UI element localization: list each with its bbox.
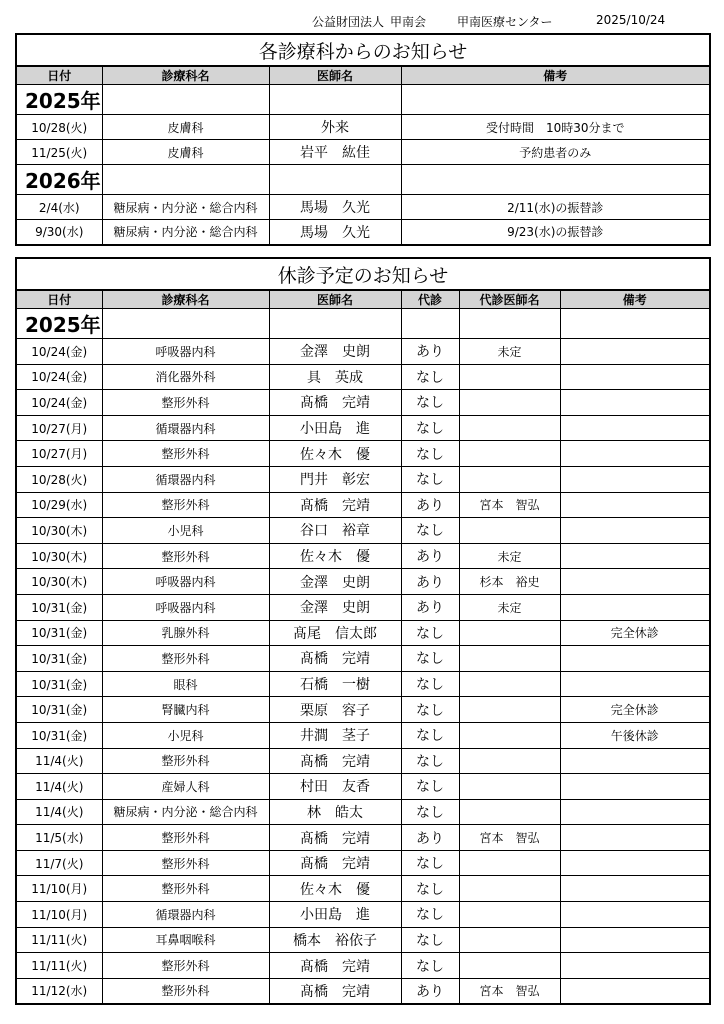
- col-substitute: 代診: [401, 290, 459, 309]
- note-cell: [560, 364, 710, 390]
- table-row: [16, 799, 710, 825]
- doctor-cell: 林 皓太: [269, 799, 401, 825]
- substitute-doctor-cell: [459, 671, 560, 697]
- doctor-cell: 井澗 茎子: [269, 722, 401, 748]
- note-cell: 午後休診: [560, 722, 710, 748]
- empty-cell: [102, 165, 269, 195]
- date-cell: 11/12(水): [16, 978, 102, 1004]
- table-row: [16, 195, 710, 220]
- doctor-cell: 髙橋 完靖: [269, 646, 401, 672]
- empty-cell: [269, 309, 401, 339]
- dept-cell: 小児科: [102, 722, 269, 748]
- substitute-cell: なし: [401, 748, 459, 774]
- table-row: [16, 140, 710, 165]
- dept-cell: 糖尿病・内分泌・総合内科: [102, 195, 269, 220]
- substitute-doctor-cell: [459, 722, 560, 748]
- date-cell: 11/10(月): [16, 876, 102, 902]
- date-cell: 10/24(金): [16, 339, 102, 365]
- substitute-cell: なし: [401, 850, 459, 876]
- doctor-cell: 髙橋 完靖: [269, 492, 401, 518]
- year-label: 2025年: [16, 85, 102, 115]
- note-cell: [560, 415, 710, 441]
- dept-cell: 呼吸器内科: [102, 339, 269, 365]
- note-cell: [560, 774, 710, 800]
- dept-cell: 整形外科: [102, 390, 269, 416]
- table-row: [16, 748, 710, 774]
- empty-cell: [560, 309, 710, 339]
- table-row: [16, 774, 710, 800]
- table-row: [16, 364, 710, 390]
- note-cell: [560, 953, 710, 979]
- substitute-doctor-cell: [459, 646, 560, 672]
- date-cell: 11/10(月): [16, 902, 102, 928]
- substitute-doctor-cell: [459, 927, 560, 953]
- doctor-cell: 谷口 裕章: [269, 518, 401, 544]
- substitute-cell: なし: [401, 671, 459, 697]
- note-cell: [560, 978, 710, 1004]
- date-cell: 11/11(火): [16, 953, 102, 979]
- note-cell: 2/11(水)の振替診: [401, 195, 710, 220]
- doctor-cell: 佐々木 優: [269, 876, 401, 902]
- doctor-cell: 岩平 紘佳: [269, 140, 401, 165]
- dept-cell: 整形外科: [102, 953, 269, 979]
- table-row: [16, 671, 710, 697]
- substitute-cell: あり: [401, 339, 459, 365]
- empty-cell: [401, 165, 710, 195]
- substitute-doctor-cell: [459, 697, 560, 723]
- note-cell: 予約患者のみ: [401, 140, 710, 165]
- date-cell: 11/25(火): [16, 140, 102, 165]
- date-cell: 11/4(火): [16, 748, 102, 774]
- table-row: [16, 876, 710, 902]
- col-date: 日付: [16, 66, 102, 85]
- note-cell: [560, 799, 710, 825]
- dept-cell: 整形外科: [102, 825, 269, 851]
- date-cell: 11/11(火): [16, 927, 102, 953]
- table-row: [16, 697, 710, 723]
- table-row: [16, 594, 710, 620]
- substitute-doctor-cell: [459, 364, 560, 390]
- substitute-cell: なし: [401, 646, 459, 672]
- substitute-cell: あり: [401, 825, 459, 851]
- substitute-doctor-cell: [459, 441, 560, 467]
- substitute-doctor-cell: 宮本 智弘: [459, 492, 560, 518]
- year-row: [16, 85, 710, 115]
- col-doctor: 医師名: [269, 66, 401, 85]
- substitute-cell: なし: [401, 927, 459, 953]
- dept-cell: 呼吸器内科: [102, 594, 269, 620]
- substitute-cell: なし: [401, 953, 459, 979]
- date-cell: 10/31(金): [16, 646, 102, 672]
- substitute-cell: あり: [401, 594, 459, 620]
- substitute-cell: なし: [401, 441, 459, 467]
- substitute-doctor-cell: 宮本 智弘: [459, 825, 560, 851]
- date-cell: 10/30(木): [16, 543, 102, 569]
- date-cell: 11/4(火): [16, 774, 102, 800]
- date-cell: 10/24(金): [16, 390, 102, 416]
- note-cell: [560, 902, 710, 928]
- table-row: [16, 978, 710, 1004]
- date-cell: 10/28(火): [16, 466, 102, 492]
- note-cell: [560, 543, 710, 569]
- doctor-cell: 小田島 進: [269, 415, 401, 441]
- substitute-cell: なし: [401, 390, 459, 416]
- table-row: [16, 850, 710, 876]
- empty-cell: [459, 309, 560, 339]
- table-row: [16, 569, 710, 595]
- date-cell: 10/28(火): [16, 115, 102, 140]
- table-row: [16, 390, 710, 416]
- doctor-cell: 栗原 容子: [269, 697, 401, 723]
- table-row: [16, 492, 710, 518]
- note-cell: [560, 390, 710, 416]
- table-row: [16, 953, 710, 979]
- col-dept: 診療科名: [102, 290, 269, 309]
- doctor-cell: 髙橋 完靖: [269, 953, 401, 979]
- doctor-cell: 髙橋 完靖: [269, 978, 401, 1004]
- dept-cell: 整形外科: [102, 978, 269, 1004]
- note-cell: [560, 466, 710, 492]
- note-cell: [560, 594, 710, 620]
- doctor-cell: 髙橋 完靖: [269, 850, 401, 876]
- note-cell: [560, 569, 710, 595]
- note-cell: [560, 518, 710, 544]
- table-row: [16, 646, 710, 672]
- dept-cell: 乳腺外科: [102, 620, 269, 646]
- date-cell: 10/31(金): [16, 620, 102, 646]
- date-cell: 10/31(金): [16, 671, 102, 697]
- dept-cell: 腎臓内科: [102, 697, 269, 723]
- empty-cell: [102, 85, 269, 115]
- note-cell: [560, 339, 710, 365]
- date-cell: 11/5(水): [16, 825, 102, 851]
- empty-cell: [401, 309, 459, 339]
- substitute-doctor-cell: [459, 748, 560, 774]
- table-row: [16, 415, 710, 441]
- table-row: [16, 543, 710, 569]
- empty-cell: [401, 85, 710, 115]
- closures-table: [15, 257, 711, 1005]
- dept-cell: 産婦人科: [102, 774, 269, 800]
- doctor-cell: 髙尾 信太郎: [269, 620, 401, 646]
- note-cell: 受付時間 10時30分まで: [401, 115, 710, 140]
- date-cell: 10/29(水): [16, 492, 102, 518]
- date-cell: 10/30(木): [16, 569, 102, 595]
- table-row: [16, 115, 710, 140]
- doctor-cell: 馬場 久光: [269, 220, 401, 245]
- dept-cell: 耳鼻咽喉科: [102, 927, 269, 953]
- year-row: [16, 309, 710, 339]
- substitute-cell: なし: [401, 876, 459, 902]
- note-cell: [560, 850, 710, 876]
- note-cell: 完全休診: [560, 620, 710, 646]
- note-cell: [560, 492, 710, 518]
- note-cell: [560, 441, 710, 467]
- table-row: [16, 927, 710, 953]
- empty-cell: [269, 85, 401, 115]
- substitute-doctor-cell: 未定: [459, 594, 560, 620]
- notices-table: [15, 33, 711, 246]
- date-cell: 10/30(木): [16, 518, 102, 544]
- doctor-cell: 門井 彰宏: [269, 466, 401, 492]
- doctor-cell: 石橋 一樹: [269, 671, 401, 697]
- year-row: [16, 165, 710, 195]
- table-row: [16, 339, 710, 365]
- substitute-cell: なし: [401, 364, 459, 390]
- dept-cell: 整形外科: [102, 748, 269, 774]
- doctor-cell: 村田 友香: [269, 774, 401, 800]
- substitute-cell: なし: [401, 697, 459, 723]
- empty-cell: [269, 165, 401, 195]
- year-label: 2026年: [16, 165, 102, 195]
- issue-date: 2025/10/24: [596, 13, 666, 27]
- table-row: [16, 441, 710, 467]
- table-row: [16, 620, 710, 646]
- substitute-cell: なし: [401, 902, 459, 928]
- doctor-cell: 金澤 史朗: [269, 569, 401, 595]
- center-label: 甲南医療センター: [457, 15, 553, 29]
- substitute-cell: なし: [401, 466, 459, 492]
- doctor-cell: 髙橋 完靖: [269, 748, 401, 774]
- dept-cell: 循環器内科: [102, 415, 269, 441]
- date-cell: 10/31(金): [16, 594, 102, 620]
- date-cell: 10/27(月): [16, 441, 102, 467]
- dept-cell: 皮膚科: [102, 140, 269, 165]
- substitute-doctor-cell: [459, 953, 560, 979]
- page-header: [0, 13, 724, 33]
- closures-title: 休診予定のお知らせ: [16, 258, 710, 290]
- substitute-doctor-cell: [459, 415, 560, 441]
- date-cell: 10/31(金): [16, 697, 102, 723]
- table-row: [16, 518, 710, 544]
- year-label: 2025年: [16, 309, 102, 339]
- substitute-cell: なし: [401, 799, 459, 825]
- date-cell: 11/4(火): [16, 799, 102, 825]
- table-row: [16, 902, 710, 928]
- table-row: [16, 220, 710, 245]
- dept-cell: 呼吸器内科: [102, 569, 269, 595]
- dept-cell: 皮膚科: [102, 115, 269, 140]
- col-dept: 診療科名: [102, 66, 269, 85]
- dept-cell: 眼科: [102, 671, 269, 697]
- substitute-doctor-cell: 未定: [459, 339, 560, 365]
- substitute-cell: なし: [401, 620, 459, 646]
- date-cell: 9/30(水): [16, 220, 102, 245]
- note-cell: 完全休診: [560, 697, 710, 723]
- dept-cell: 糖尿病・内分泌・総合内科: [102, 220, 269, 245]
- table-row: [16, 722, 710, 748]
- note-cell: [560, 646, 710, 672]
- group-label: 甲南会: [390, 15, 427, 29]
- substitute-cell: なし: [401, 774, 459, 800]
- doctor-cell: 髙橋 完靖: [269, 825, 401, 851]
- substitute-doctor-cell: [459, 799, 560, 825]
- notices-title: 各診療科からのお知らせ: [16, 34, 710, 66]
- dept-cell: 循環器内科: [102, 466, 269, 492]
- date-cell: 10/31(金): [16, 722, 102, 748]
- doctor-cell: 小田島 進: [269, 902, 401, 928]
- note-cell: 9/23(水)の振替診: [401, 220, 710, 245]
- dept-cell: 整形外科: [102, 441, 269, 467]
- col-substitute-doctor: 代診医師名: [459, 290, 560, 309]
- note-cell: [560, 876, 710, 902]
- dept-cell: 整形外科: [102, 876, 269, 902]
- doctor-cell: 金澤 史朗: [269, 339, 401, 365]
- col-doctor: 医師名: [269, 290, 401, 309]
- note-cell: [560, 748, 710, 774]
- date-cell: 10/24(金): [16, 364, 102, 390]
- doctor-cell: 佐々木 優: [269, 441, 401, 467]
- substitute-cell: あり: [401, 492, 459, 518]
- substitute-doctor-cell: [459, 518, 560, 544]
- substitute-cell: あり: [401, 543, 459, 569]
- substitute-cell: なし: [401, 722, 459, 748]
- substitute-doctor-cell: [459, 850, 560, 876]
- substitute-cell: あり: [401, 569, 459, 595]
- dept-cell: 整形外科: [102, 646, 269, 672]
- substitute-doctor-cell: 杉本 裕史: [459, 569, 560, 595]
- note-cell: [560, 671, 710, 697]
- doctor-cell: 金澤 史朗: [269, 594, 401, 620]
- note-cell: [560, 825, 710, 851]
- doctor-cell: 佐々木 優: [269, 543, 401, 569]
- doctor-cell: 具 英成: [269, 364, 401, 390]
- doctor-cell: 馬場 久光: [269, 195, 401, 220]
- dept-cell: 整形外科: [102, 492, 269, 518]
- substitute-doctor-cell: [459, 466, 560, 492]
- dept-cell: 整形外科: [102, 850, 269, 876]
- date-cell: 11/7(火): [16, 850, 102, 876]
- substitute-doctor-cell: 宮本 智弘: [459, 978, 560, 1004]
- col-note: 備考: [401, 66, 710, 85]
- dept-cell: 小児科: [102, 518, 269, 544]
- substitute-doctor-cell: [459, 876, 560, 902]
- date-cell: 10/27(月): [16, 415, 102, 441]
- substitute-cell: あり: [401, 978, 459, 1004]
- doctor-cell: 髙橋 完靖: [269, 390, 401, 416]
- substitute-doctor-cell: [459, 390, 560, 416]
- substitute-doctor-cell: 未定: [459, 543, 560, 569]
- substitute-doctor-cell: [459, 620, 560, 646]
- note-cell: [560, 927, 710, 953]
- doctor-cell: 外来: [269, 115, 401, 140]
- org-label: 公益財団法人: [312, 15, 385, 29]
- table-row: [16, 825, 710, 851]
- dept-cell: 整形外科: [102, 543, 269, 569]
- substitute-cell: なし: [401, 518, 459, 544]
- col-date: 日付: [16, 290, 102, 309]
- substitute-doctor-cell: [459, 774, 560, 800]
- dept-cell: 糖尿病・内分泌・総合内科: [102, 799, 269, 825]
- date-cell: 2/4(水): [16, 195, 102, 220]
- col-note: 備考: [560, 290, 710, 309]
- empty-cell: [102, 309, 269, 339]
- table-row: [16, 466, 710, 492]
- substitute-doctor-cell: [459, 902, 560, 928]
- doctor-cell: 橋本 裕依子: [269, 927, 401, 953]
- substitute-cell: なし: [401, 415, 459, 441]
- dept-cell: 循環器内科: [102, 902, 269, 928]
- dept-cell: 消化器外科: [102, 364, 269, 390]
